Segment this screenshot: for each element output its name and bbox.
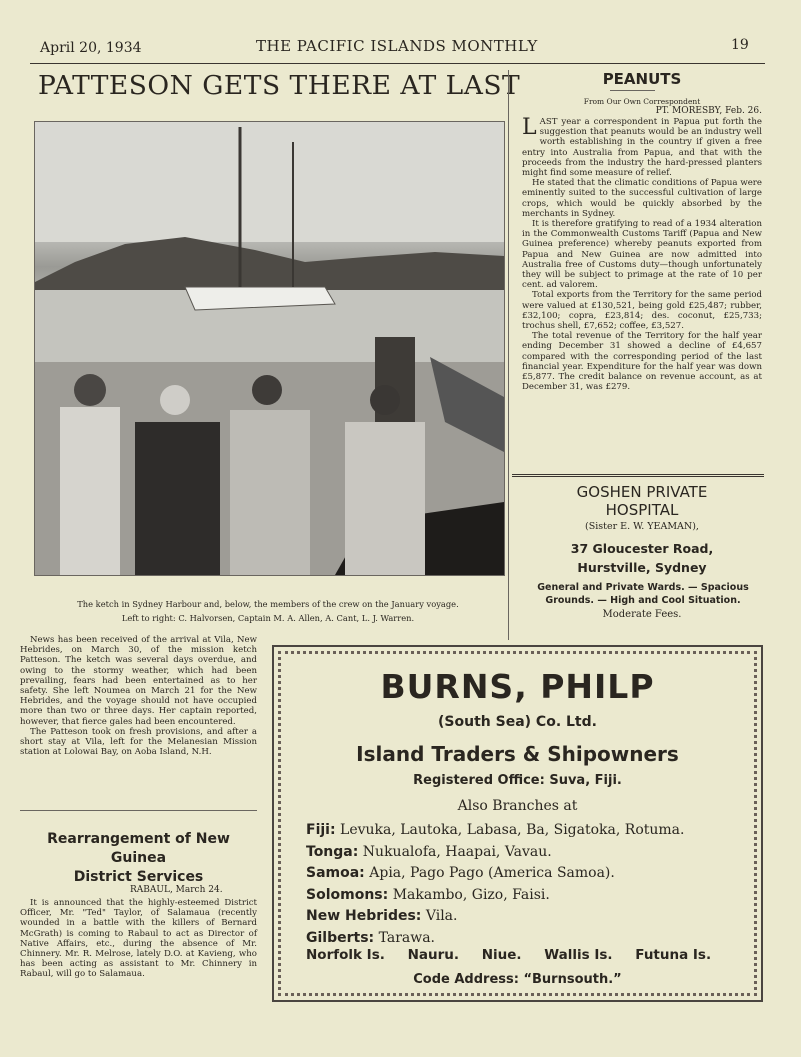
burns-philp-branches-intro: Also Branches at xyxy=(457,798,578,814)
goshen-fees: Moderate Fees. xyxy=(602,609,682,620)
left-column-rule xyxy=(20,810,257,811)
branch-tonga-label: Tonga: xyxy=(306,843,359,860)
peanuts-body xyxy=(522,117,762,392)
peanuts-dateline: PT. MORESBY, Feb. 26. xyxy=(655,106,762,116)
burns-philp-registered: Registered Office: Suva, Fiji. xyxy=(413,773,622,788)
goshen-address xyxy=(522,539,762,577)
branch-solomons-places: Makambo, Gizo, Faisi. xyxy=(392,886,550,903)
issue-date: April 20, 1934 xyxy=(40,40,142,56)
branch-other-islands xyxy=(306,947,711,963)
branch-fiji-places: Levuka, Lautoka, Labasa, Ba, Sigatoka, Rotuma. xyxy=(340,822,685,838)
caption-line-1: The ketch in Sydney Harbour and, below, the members of the crew on the January voyage. xyxy=(77,599,459,609)
peanuts-headline: PEANUTS xyxy=(602,70,682,88)
new-guinea-dateline: RABAUL, March 24. xyxy=(130,885,223,895)
branch-fiji-label: Fiji: xyxy=(306,822,336,838)
burns-philp-tagline: Island Traders & Shipowners xyxy=(356,742,679,766)
burns-philp-advert xyxy=(272,645,763,1002)
branch-nauru: Nauru. xyxy=(407,947,459,963)
goshen-desc-line-2: Grounds. — High and Cool Situation. xyxy=(545,595,741,606)
peanuts-para-1: AST year a correspondent in Papua put forth the suggestion that peanuts would be an industry well worth establishing in the country if given a free entry into Australia from Papua, and that with the proceeds from the industry the hard-pressed planters might find some measure of relief. xyxy=(522,117,762,179)
new-guinea-title-line-2: District Services xyxy=(73,869,204,885)
branch-gilberts-places: Tarawa. xyxy=(378,929,436,946)
branch-gilberts xyxy=(306,928,684,950)
peanuts-rule xyxy=(512,474,764,477)
branch-new-hebrides xyxy=(306,906,684,928)
peanuts-para-4: Total exports from the Territory for the same period were valued at £130,521, being gold £25,487; rubber, £32,100; copra, £23,814; des. coconut, £25,733; trochus shell, £7,652; coffee, £3,527. xyxy=(522,290,762,332)
patteson-para-2: The Patteson took on fresh provisions, and after a short stay at Vila, left for the Melanesian Mission station at Lolowai Bay, on Aoba Island, N.H. xyxy=(20,726,257,758)
new-guinea-title-line-1: Rearrangement of New Guinea xyxy=(47,831,230,866)
burns-philp-code-address: Code Address: “Burnsouth.” xyxy=(413,972,622,987)
branch-hebrides-places: Vila. xyxy=(425,908,458,924)
goshen-title-line-1: GOSHEN PRIVATE xyxy=(576,483,708,501)
branch-samoa xyxy=(306,863,684,885)
branch-hebrides-label: New Hebrides: xyxy=(306,908,422,924)
photo-illustration xyxy=(35,122,504,575)
patteson-headline: PATTESON GETS THERE AT LAST xyxy=(38,70,521,101)
caption-line-2: Left to right: C. Halvorsen, Captain M. A. Allen, A. Cant, L. J. Warren. xyxy=(121,613,415,623)
branch-fiji xyxy=(306,820,684,842)
peanuts-dropcap: L xyxy=(522,115,537,140)
burns-philp-name: BURNS, PHILP xyxy=(380,667,655,706)
goshen-description xyxy=(515,581,771,607)
page-number: 19 xyxy=(731,37,749,53)
new-guinea-headline xyxy=(20,830,257,887)
branch-samoa-places: Apia, Pago Pago (America Samoa). xyxy=(369,865,615,881)
goshen-title xyxy=(522,483,762,519)
peanuts-byline: From Our Own Correspondent xyxy=(583,97,701,106)
branch-solomons-label: Solomons: xyxy=(306,886,389,903)
photo-caption xyxy=(36,597,500,625)
ketch-crew-photo xyxy=(34,121,505,576)
publication-title: THE PACIFIC ISLANDS MONTHLY xyxy=(256,37,538,55)
goshen-address-2: Hurstville, Sydney xyxy=(577,560,707,575)
burns-philp-company: (South Sea) Co. Ltd. xyxy=(438,714,597,730)
branch-samoa-label: Samoa: xyxy=(306,865,365,881)
goshen-desc-line-1: General and Private Wards. — Spacious xyxy=(537,582,749,593)
branch-niue: Niue. xyxy=(481,947,522,963)
peanuts-para-5: The total revenue of the Territory for the half year ending December 31 showed a decline of £4,657 compared with the corresponding period of the last financial year. Expenditure for the half year was down £5,877. The credit balance on revenue account, as at December 31, was £279. xyxy=(522,331,762,393)
branch-gilberts-label: Gilberts: xyxy=(306,929,375,946)
goshen-sister: (Sister E. W. YEAMAN), xyxy=(585,521,699,532)
column-divider xyxy=(508,70,509,640)
peanuts-title-rule xyxy=(610,90,655,91)
header-rule xyxy=(30,63,765,64)
branch-solomons xyxy=(306,885,684,907)
peanuts-para-3: It is therefore gratifying to read of a 1934 alteration in the Commonwealth Customs Tariff (Papua and New Guinea preference) whereby peanuts exported from Papua and New Guinea are now admitted into Australia free of Customs duty—though unfortunately they will be subject to primage at the rate of 10 per cent. ad valorem. xyxy=(522,219,762,291)
branch-norfolk: Norfolk Is. xyxy=(306,947,385,963)
branch-tonga xyxy=(306,842,684,864)
burns-philp-branch-list xyxy=(306,820,684,949)
branch-futuna: Futuna Is. xyxy=(635,947,712,963)
new-guinea-body xyxy=(20,898,257,980)
branch-wallis: Wallis Is. xyxy=(544,947,613,963)
branch-tonga-places: Nukualofa, Haapai, Vavau. xyxy=(362,843,552,860)
goshen-title-line-2: HOSPITAL xyxy=(605,501,679,519)
patteson-body xyxy=(20,635,257,757)
new-guinea-para-1: It is announced that the highly-esteemed District Officer, Mr. "Ted" Taylor, of Salamaua (recently wounded in a battle with the killers of Bernard McGrath) is coming to Rabaul to act as Director of Native Affairs, etc., during the absence of Mr. Chinnery. Mr. R. Melrose, lately D.O. at Kavieng, who has been acting as assistant to Mr. Chinnery in Rabaul, will go to Salamaua. xyxy=(20,898,257,980)
goshen-address-1: 37 Gloucester Road, xyxy=(570,541,714,556)
peanuts-para-2: He stated that the climatic conditions of Papua were eminently suited to the successful cultivation of large crops, which would be quickly absorbed by the merchants in Sydney. xyxy=(522,178,762,219)
patteson-para-1: News has been received of the arrival at Vila, New Hebrides, on March 30, of the mission ketch Patteson. The ketch was several days overdue, and owing to the stormy weather, which had been prevailing, fears had been entertained as to her safety. She left Noumea on March 21 for the New Hebrides, and the voyage should not have occupied more than two or three days. Her captain reported, however, that fierce gales had been encountered. xyxy=(20,635,257,727)
